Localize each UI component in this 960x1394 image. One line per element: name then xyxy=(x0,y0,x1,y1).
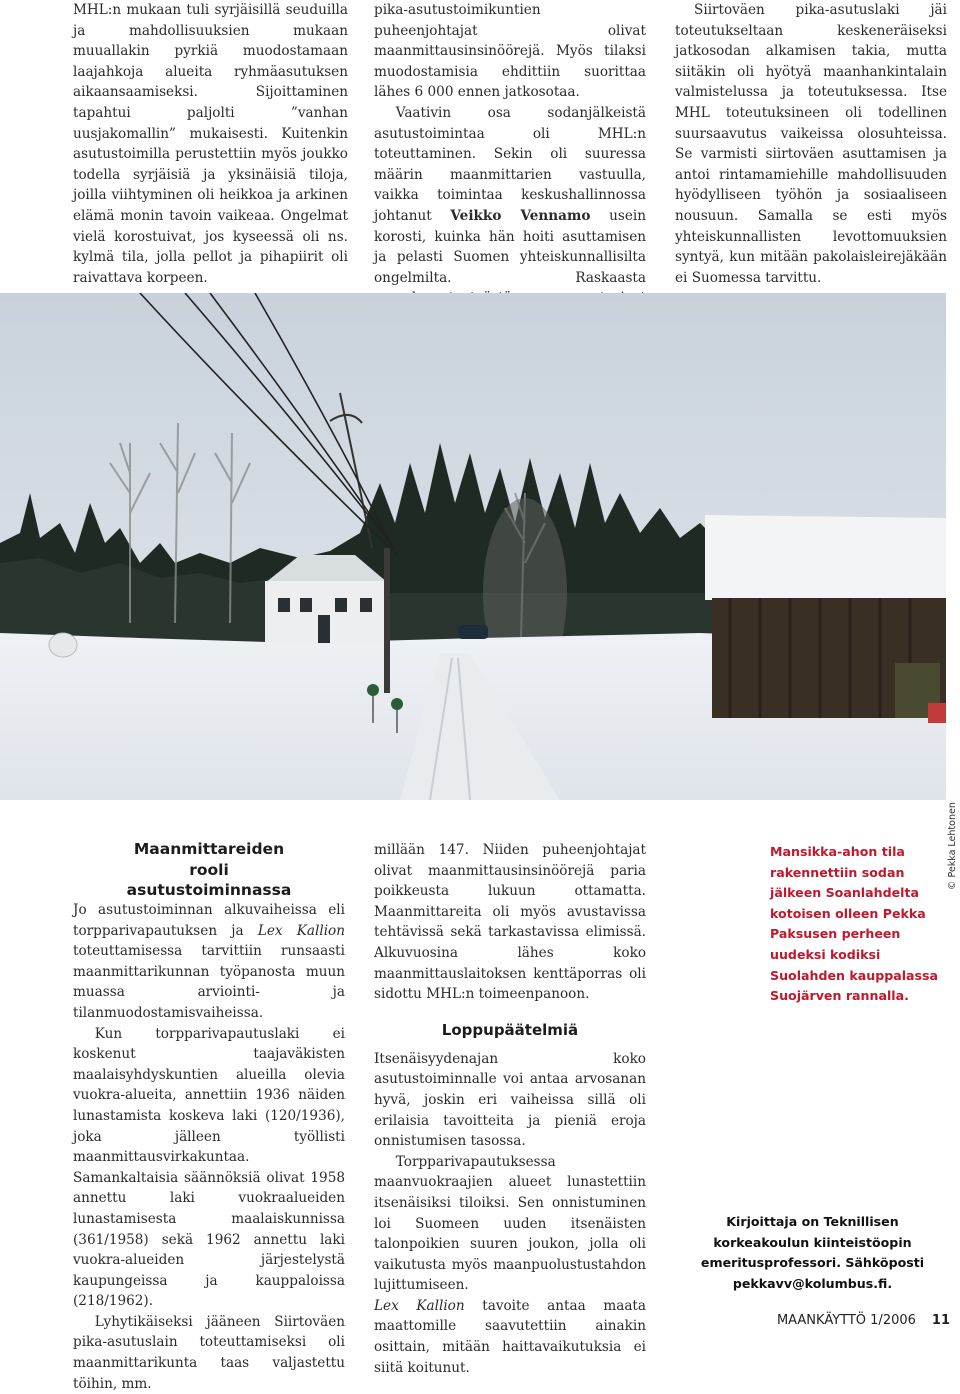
paragraph: Itsenäisyydenajan koko asutustoiminnalle voi antaa arvosanan hyvä, joskin eri vaiheissa sillä oli erilaisia tavoitteita ja pieniä eroja onnistumisen tasossa. xyxy=(374,1050,646,1150)
publication-name: MAANKÄYTTÖ 1/2006 xyxy=(776,1313,916,1328)
paragraph: millään 147. Niiden puheenjohtajat olivat maanmittausinsinöörejä paria poikkeusta lukuun ottamatta. Maanmittareita oli myös avustavissa tehtävissä sekä tarkastavissa elimissä. Alkuvuosina lähes koko maanmittauslaitoksen kenttäporras oli sidottu MHL:n toimeenpanoon. xyxy=(374,842,646,1003)
paragraph: Kun torpparivapautuslaki ei koskenut taajaväkisten maalaisyhdyskuntien alueilla olevia vuokra-alueita, annettiin 1936 näiden lunastamista koskeva laki (120/1936), joka jälleen työllisti maanmittausvirkakuntaa. Samankaltaisia säännöksiä olivat 1958 annettu laki vuokraalueiden lunastamisesta maalaiskunnissa (361/1958) sekä 1962 annettu laki vuokra-alueiden järjestelystä kaupungeissa ja kauppaloissa (218/1962). xyxy=(73,1025,345,1310)
law-name: Lex Kallion xyxy=(257,922,345,939)
text-run: usein korosti, kuinka hän hoiti asuttamisen ja pelasti Suomen yhteiskunnallisilta ongelmilta. Raskaasta xyxy=(374,207,647,286)
text-run: tavoite antaa maata maattomille saavutettiin ainakin osittain, mitään haittavaikutuksia ei siitä koitunut. xyxy=(374,1297,646,1376)
heading-line: Maanmittareiden xyxy=(133,840,285,858)
column-5 xyxy=(374,840,646,1378)
paragraph: MHL:n mukaan tuli syrjäisillä seuduilla ja mahdollisuuksien mukaan muuallakin pyrkiä muodostamaan laajahkoja alueita ryhmäasutuksen aikaansaamiseksi. Sijoittaminen tapahtui paljolti ”vanhan uusjakomallin” mukaisesti. Kuitenkin asutustoimilla perustettiin myös joukko todella syrjäisiä ja yksinäisiä tiloja, joilla viihtyminen oli heikkoa ja arkinen elämä monin tavoin vaikeaa. Ongelmat vielä korostuivat, jos kyseessä oli ns. kylmä tila, jolla pellot ja pihapiirit oli raivattava korpeen. xyxy=(73,2,348,286)
farm-photo xyxy=(0,293,946,800)
winter-farm-image xyxy=(0,293,946,800)
paragraph xyxy=(73,900,345,1024)
photo-credit: © Pekka Lehtonen xyxy=(947,802,958,890)
column-1 xyxy=(73,0,348,288)
heading-line: rooli xyxy=(189,860,229,879)
paragraph: pika-asutustoimikuntien puheenjohtajat olivat maanmittausinsinöörejä. Myös tilaksi muodostamisia ehdittiin suorittaa lähes 6 000 ennen jatkosotaa. xyxy=(374,2,646,101)
page-footer xyxy=(745,1313,950,1328)
text-run: Vaativin osa sodanjälkeistä asutustoimintaa oli MHL:n toteuttaminen. Sekin oli suuressa määrin maanmittarien vastuulla, vaikka toimintaa keskushallinnossa johtanut xyxy=(374,104,646,224)
author-note: Kirjoittaja on Teknillisen korkeakoulun kiinteistöopin emeritusprofessori. Sähköposti pekkavv@kolumbus.fi. xyxy=(700,1214,925,1291)
law-name: Lex Kallion xyxy=(374,1297,465,1314)
text-run: Jo asutustoiminnan alkuvaiheissa eli torpparivapautuksen ja xyxy=(73,902,345,939)
person-name: Veikko Vennamo xyxy=(450,207,591,224)
page-number: 11 xyxy=(931,1313,950,1328)
paragraph: Torpparivapautuksessa maanvuokraajien alueet lunastettiin itsenäisiksi tiloiksi. Sen onnistuminen loi Suomeen uuden itsenäisten talonpoikien suuren joukon, jolla oli vaikutusta myös maanpuolustustahdon lujittumiseen. xyxy=(374,1153,646,1294)
column-4 xyxy=(73,900,345,1394)
column-3 xyxy=(675,0,947,288)
paragraph xyxy=(374,1296,646,1378)
photo-caption: Mansikka-ahon tila rakennettiin sodan jälkeen Soanlahdelta kotoisen olleen Pekka Paksusen perheen uudeksi kodiksi Suolahden kauppalassa Suojärven rannalla. xyxy=(770,844,939,1004)
paragraph: Siirtoväen pika-asutuslaki jäi toteutukseltaan keskeneräiseksi jatkosodan alkamisen takia, mutta siitäkin oli hyötyä maanhankintalain valmistelussa ja toteutuksessa. Itse MHL toteutuksineen oli todellinen suursaavutus vaikeissa olosuhteissa. Se varmisti siirtoväen asuttamisen ja antoi rintamamiehille mahdollisuuden hyödylliseen työhön ja sosiaaliseen nousuun. Samalla se esti myös yhteiskunnallisten levottomuuksien syntyä, kun mitään pakolaisleirejäkään ei Suomessa tarvittu. xyxy=(675,2,947,286)
section-heading xyxy=(73,839,345,901)
text-run: toteuttamisessa tarvittiin runsaasti maanmittarikunnan työpanosta muun muassa arviointi- ja tilanmuodostamisvaiheissa. xyxy=(73,943,345,1021)
heading-line: asutustoiminnassa xyxy=(126,881,292,900)
conclusions-heading: Loppupäätelmiä xyxy=(441,1020,579,1039)
paragraph: Lyhytikäiseksi jääneen Siirtoväen pika-asutuslain toteuttamiseksi oli maanmittarikunta taas valjastettu töihin, mm. xyxy=(73,1313,345,1392)
